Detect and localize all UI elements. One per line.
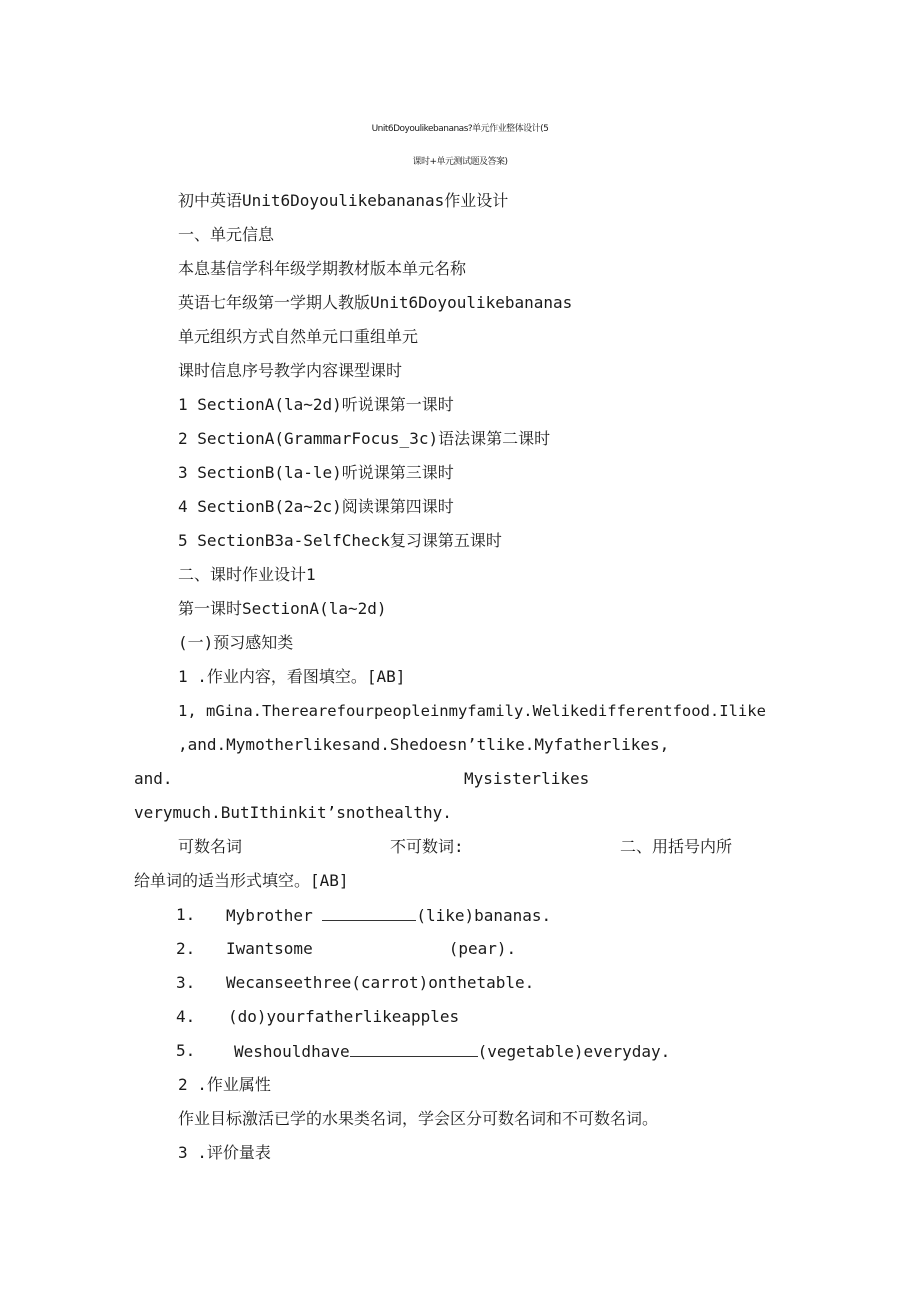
passage-line-3b: Mysisterlikes [464,769,590,788]
answer-blank[interactable] [350,1041,478,1057]
item-text: (pear). [448,939,517,958]
document-title-line-2: 课时+单元测试题及答案) [412,157,508,167]
item-number: 4. [176,1007,196,1026]
organization-line: 单元组织方式自然单元口重组单元 [178,327,419,346]
homework-content-heading: 1 .作业内容，看图填空。[AB] [178,667,406,686]
exercise-item-5 [234,1041,670,1062]
lesson-1-title: 第一课时SectionA(la~2d) [178,599,387,618]
item-text: Wecanseethree(carrot)onthetable. [226,973,535,992]
subtitle: 初中英语Unit6Doyoulikebananas作业设计 [178,191,509,210]
item-text: (like)bananas. [416,906,552,925]
task-2-heading-end: 给单词的适当形式填空。[AB] [134,871,349,890]
lesson-info-header: 课时信息序号教学内容课型课时 [178,361,403,380]
passage-line-1: 1, mGina.Therearefourpeopleinmyfamily.Welikedifferentfood.Ilike [178,702,766,720]
exercise-item-2 [226,939,516,959]
info-row: 英语七年级第一学期人教版Unit6Doyoulikebananas [178,293,573,312]
passage-line-2: ,and.Mymotherlikesand.Shedoesn’tlike.Myfatherlikes, [178,735,670,754]
item-text: Weshouldhave [234,1042,350,1061]
countable-label: 可数名词 [178,837,243,856]
section-heading-unit-info: 一、单元信息 [178,225,275,244]
lesson-row: 1 SectionA(la~2d)听说课第一课时 [178,395,454,414]
evaluation-scale-heading: 3 .评价量表 [178,1143,271,1162]
uncountable-label: 不可数词: [390,837,464,856]
category-preview: (一)预习感知类 [178,633,294,652]
exercise-item-1 [226,905,551,926]
task-2-heading-start: 二、用括号内所 [620,837,733,856]
passage-line-3a: and. [134,769,173,788]
exercise-item-4 [228,1007,459,1027]
item-number: 3. [176,973,196,992]
lesson-row: 4 SectionB(2a~2c)阅读课第四课时 [178,497,454,516]
homework-goal: 作业目标激活已学的水果类名词，学会区分可数名词和不可数名词。 [178,1109,659,1128]
item-number: 5. [176,1041,196,1060]
item-text: Iwantsome [226,939,313,958]
info-header: 本息基信学科年级学期教材版本单元名称 [178,259,467,278]
passage-line-4: verymuch.ButIthinkit’snothealthy. [134,803,452,822]
lesson-row: 5 SectionB3a-SelfCheck复习课第五课时 [178,531,502,550]
answer-blank[interactable] [322,905,416,921]
section-heading-homework: 二、课时作业设计1 [178,565,316,584]
exercise-item-3 [226,973,534,993]
item-number: 1. [176,905,196,924]
item-number: 2. [176,939,196,958]
item-text: (do)yourfatherlikeapples [228,1007,460,1026]
document-title-line-1: Unit6Doyoulikebananas?单元作业整体设计(5 [371,124,549,134]
lesson-row: 3 SectionB(la-le)听说课第三课时 [178,463,454,482]
homework-attribute-heading: 2 .作业属性 [178,1075,271,1094]
lesson-row: 2 SectionA(GrammarFocus_3c)语法课第二课时 [178,429,551,448]
item-text: Mybrother [226,906,323,925]
item-text: (vegetable)everyday. [477,1042,671,1061]
